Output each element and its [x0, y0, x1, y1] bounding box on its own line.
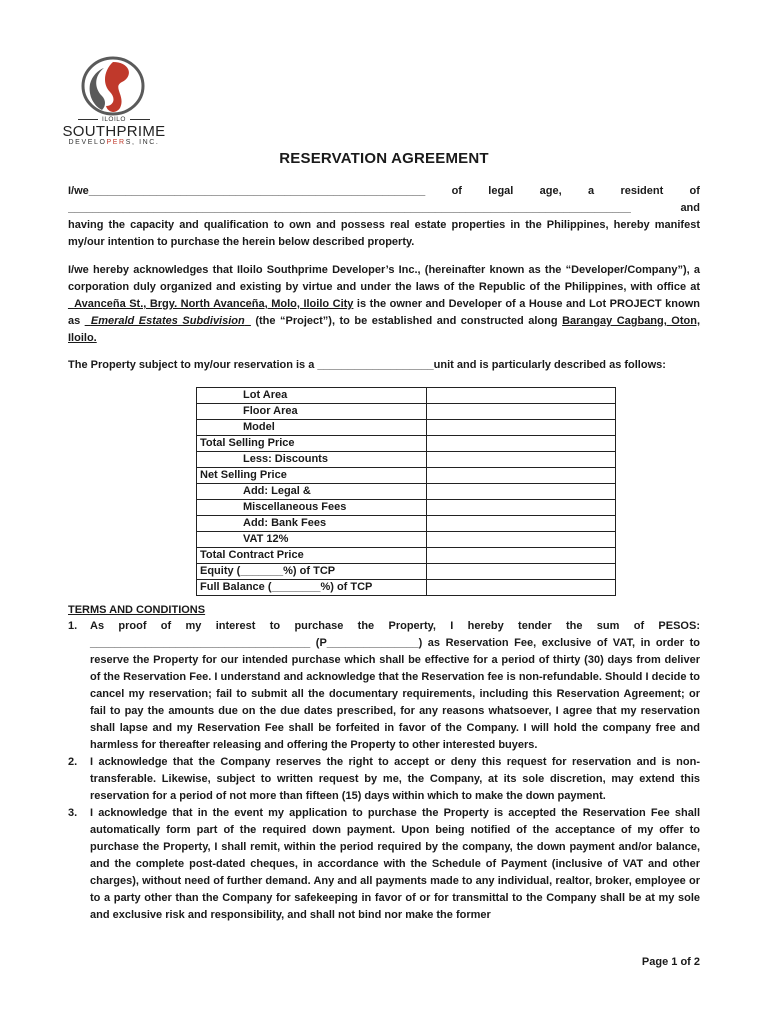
table-row-value	[427, 468, 616, 484]
table-row-value	[427, 452, 616, 468]
table-row	[197, 564, 616, 580]
table-row-label: Lot Area	[197, 388, 427, 404]
office-address: _Avanceña St., Brgy. North Avanceña, Molo, Iloilo City	[68, 298, 354, 310]
intro-line-1: I/we_______________________________________________________ of legal age, a resident of	[68, 185, 700, 197]
property-paragraph: The Property subject to my/our reservation is a ___________________unit and is particularly described as follows:	[68, 359, 666, 371]
logo-subtitle: DEVELOPERS, INC.	[68, 139, 160, 146]
table-row	[197, 580, 616, 596]
table-row	[197, 436, 616, 452]
table-row-value	[427, 500, 616, 516]
table-row-value	[427, 484, 616, 500]
table-row	[197, 484, 616, 500]
table-row-label: Model	[197, 420, 427, 436]
table-row-label: Equity (_______%) of TCP	[197, 564, 427, 580]
term-item: 3. I acknowledge that in the event my application to purchase the Property is accepted the Reservation Fee shall automatically form part of the required down payment. Upon being notified of the acceptance of my offer to purchase the Property, I shall remit, within the period required by the company, the down payment and/or balance, and the complete post-dated cheques, in accordance with the Schedule of Payment (inclusive of VAT and other charges), without need of further demand. Any and all payments made to any individual, realtor, broker, employee or to a party other than the Company for safekeeping in favor of or for transmittal to the Company shall be at my sole and exclusive risk and responsibility, and shall not bind nor make the former	[68, 807, 700, 921]
table-row-label: VAT 12%	[197, 532, 427, 548]
table-row-value	[427, 532, 616, 548]
table-row-label: Less: Discounts	[197, 452, 427, 468]
table-row-value	[427, 564, 616, 580]
table-row-value	[427, 548, 616, 564]
table-row	[197, 500, 616, 516]
project-location: Barangay Cagbang, Oton, Iloilo.	[68, 315, 701, 344]
company-paragraph: I/we hereby acknowledges that Iloilo Southprime Developer’s Inc., (hereinafter known as the “Developer/Company”), a corporation duly organized and existing by virtue and under the laws of the Republic of the Philippines, with office at _Avanceña St., Brgy. North Avanceña, Molo, Iloilo City is the owner and Developer of a House and Lot PROJECT known as _Emerald Estates Subdivision_ (the “Project”), to be established and constructed along Barangay Cagbang, Oton, Iloilo.	[68, 264, 701, 344]
terms-list	[68, 618, 700, 924]
table-row-value	[427, 420, 616, 436]
table-row-value	[427, 516, 616, 532]
term-item: 2. I acknowledge that the Company reserves the right to accept or deny this request for reservation and is non-transferable. Likewise, subject to written request by me, the Company, at its sole discretion, may extend this reservation for a period of not more than fifteen (15) days within which to make the down payment.	[68, 756, 700, 802]
table-row-value	[427, 404, 616, 420]
table-row	[197, 516, 616, 532]
table-row-label: Total Selling Price	[197, 436, 427, 452]
table-row	[197, 532, 616, 548]
company-name: Iloilo Southprime Developer’s Inc.,	[236, 264, 421, 276]
table-row-label: Floor Area	[197, 404, 427, 420]
table-row	[197, 452, 616, 468]
intro-line-2: ____________________________________________________________________________________________ and	[68, 202, 700, 214]
table-row-label: Miscellaneous Fees	[197, 500, 427, 516]
table-row-label: Add: Legal &	[197, 484, 427, 500]
table-row-label: Full Balance (________%) of TCP	[197, 580, 427, 596]
intro-rest: having the capacity and qualification to own and possess real estate properties in the Philippines, hereby manifest my/our intention to purchase the herein below described property.	[68, 219, 700, 248]
table-row	[197, 468, 616, 484]
table-row-label: Add: Bank Fees	[197, 516, 427, 532]
table-row-value	[427, 436, 616, 452]
logo-name: SOUTHPRIME	[62, 123, 166, 140]
table-row	[197, 404, 616, 420]
table-row	[197, 548, 616, 564]
page-number: Page 1 of 2	[641, 956, 700, 968]
company-logo	[62, 56, 166, 148]
term-item: 1. As proof of my interest to purchase the Property, I hereby tender the sum of PESOS: ____________________________________ (P_______________) as Reservation Fee, exclusive of VAT, in order to reserve the Property for our intended purchase which shall be effective for a period of thirty (30) days from deliver of the Reservation Fee. I understand and acknowledge that the Reservation fee is non-refundable. Should I decide to cancel my reservation; fail to submit all the documentary requirements, including this Reservation Agreement; or fail to pay the amounts due on the due dates prescribed, for any reasons whatsoever, I agree that my reservation shall lapse and my Reservation Fee shall be forfeited in favor of the Company. I will hold the company free and harmless for thereafter releasing and offering the Property to other interested buyers.	[68, 620, 700, 751]
table-row	[197, 388, 616, 404]
property-details-table	[196, 387, 616, 596]
logo-top-text: ILOILO	[62, 116, 166, 123]
table-row-label: Net Selling Price	[197, 468, 427, 484]
project-name: Emerald Estates Subdivision	[90, 315, 245, 327]
logo-emblem-icon	[80, 56, 146, 116]
document-title: RESERVATION AGREEMENT	[279, 150, 489, 167]
table-row	[197, 420, 616, 436]
table-row-value	[427, 580, 616, 596]
intro-paragraph	[68, 183, 700, 251]
terms-heading: TERMS AND CONDITIONS	[68, 604, 206, 616]
table-row-value	[427, 388, 616, 404]
table-row-label: Total Contract Price	[197, 548, 427, 564]
